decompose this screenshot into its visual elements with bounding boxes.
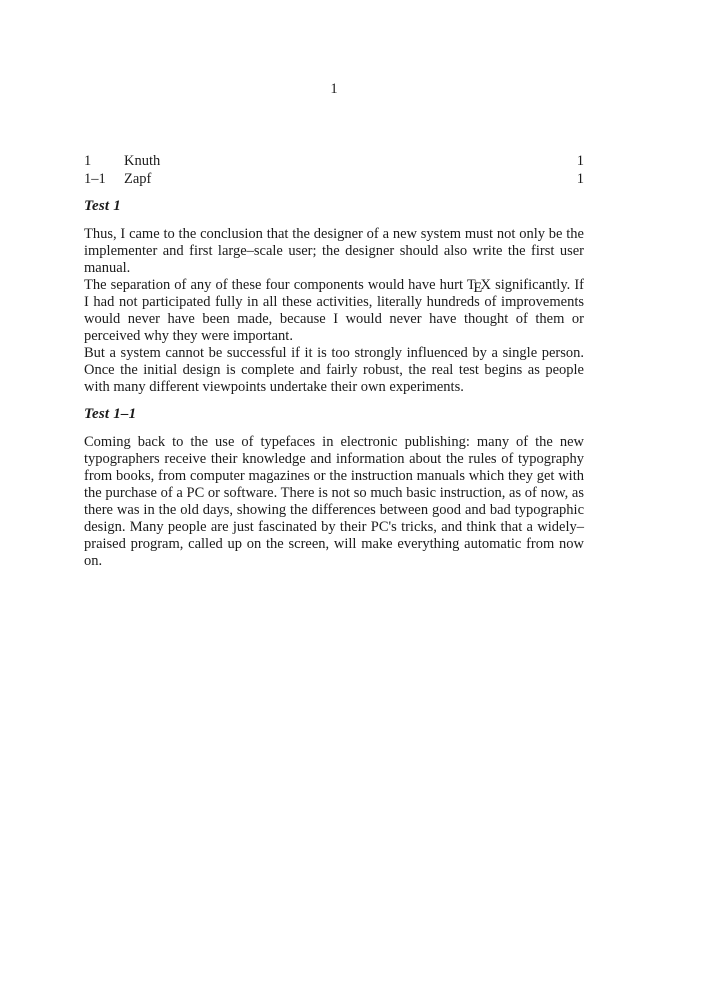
paragraph: But a system cannot be successful if it is too strongly influenced by a single person. Once the initial design is complete and fairly robust, the real test begins as people with many different viewpoints undertake their own experiments. [84,345,584,395]
section-test-1-1 [84,406,584,570]
toc-entry-page: 1 [576,171,584,187]
paragraph: Thus, I came to the conclusion that the designer of a new system must not only be the implementer and first large–scale user; the designer should also write the first user manual. [84,226,584,276]
tex-logo-x: X [480,277,492,293]
toc-entry-number: 1–1 [84,171,106,187]
section-test-1 [84,198,584,396]
page-number: 1 [330,81,338,97]
toc-entry-knuth [84,152,584,170]
tex-logo-e: E [473,279,483,296]
paragraph-text-post: significantly. If I had not participated fully in all these activities, literally hundreds of improvements would never have been made, because I would never have thought of them or perceived why they were important. [84,277,584,344]
toc-entry-page: 1 [576,153,584,169]
paragraph-with-tex-logo [84,277,584,345]
paragraph: Coming back to the use of typefaces in electronic publishing: many of the new typographers receive their knowledge and information about the rules of typography from books, from computer magazines or the instruction manuals which they get with the purchase of a PC or software. There is not so much basic instruction, as of now, as there was in the old days, showing the differences between good and bad typographic design. Many people are just fascinated by their PC's tricks, and think that a widely–praised program, called up on the screen, will make everything automatic from now on. [84,434,584,569]
section-heading: Test 1 [84,198,121,214]
text-column [84,81,584,570]
toc-entry-label: Knuth [124,153,161,169]
tex-logo-t: T [466,277,476,293]
tex-logo [466,277,492,296]
toc-entry-number: 1 [84,153,92,169]
table-of-contents [84,152,584,188]
toc-entry-zapf [84,170,584,188]
paragraph-text-pre: The separation of any of these four components would have hurt [84,277,467,293]
toc-entry-label: Zapf [124,171,152,187]
section-heading: Test 1–1 [84,406,137,422]
